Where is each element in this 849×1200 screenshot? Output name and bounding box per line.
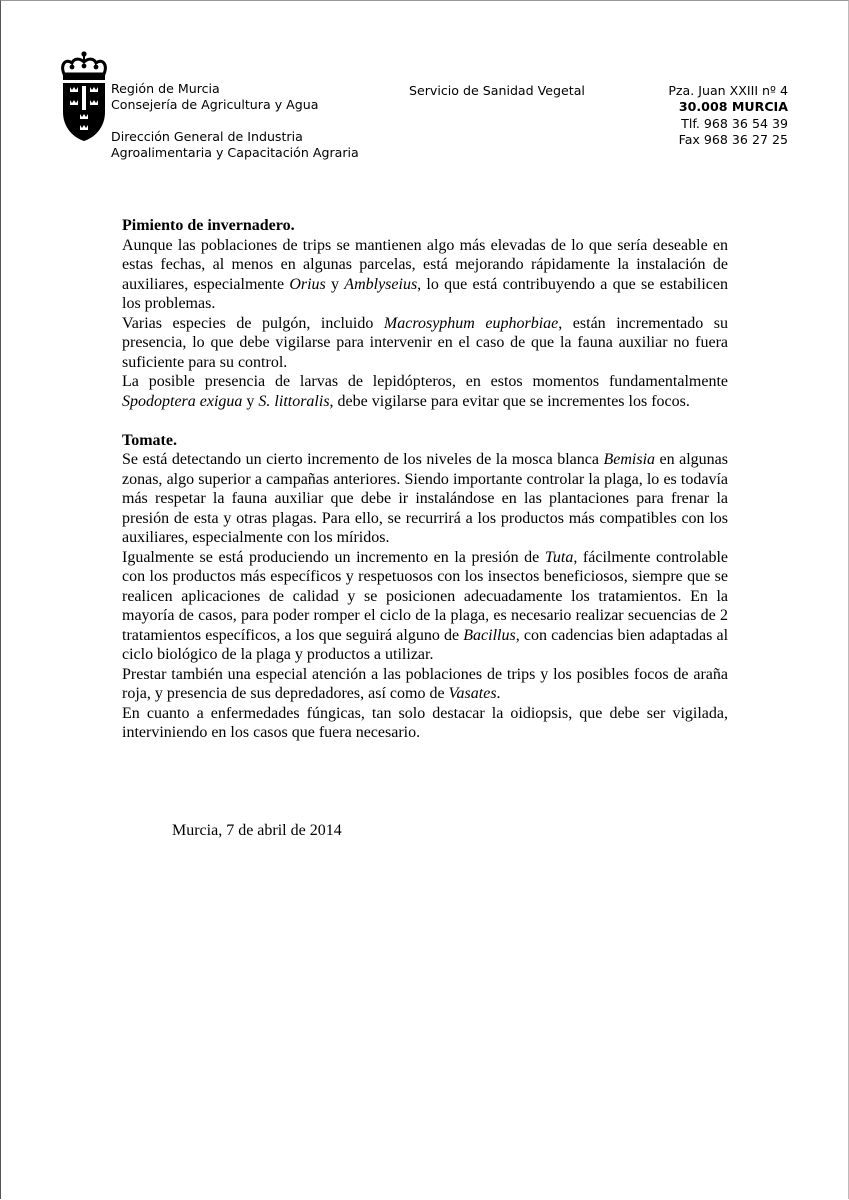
document-body — [122, 216, 728, 743]
header-region: Región de Murcia — [111, 81, 220, 96]
paragraph-tomate-mosca-blanca: Se está detectando un cierto incremento de los niveles de la mosca blanca Bemisia en algunas zonas, algo superior a campañas anteriores. Siendo importante controlar la plaga, lo es todavía más respetar la fauna auxiliar que debe ir instalándose en las plantaciones para frenar la presión de esta y otras plagas. Para ello, se recurrirá a los productos más compatibles con los auxiliares, especialmente con los míridos. — [122, 451, 728, 546]
header-directorate-1: Dirección General de Industria — [111, 128, 303, 144]
header-contact — [668, 83, 788, 149]
header-city: 30.008 MURCIA — [678, 99, 788, 115]
region-murcia-crest-logo — [58, 50, 110, 142]
paragraph-tomate-fungicas: En cuanto a enfermedades fúngicas, tan solo destacar la oidiopsis, que debe ser vigilada, interviniendo en los casos que fuera necesario. — [122, 704, 728, 741]
header-service: Servicio de Sanidad Vegetal — [409, 83, 585, 98]
header-directorate-2: Agroalimentaria y Capacitación Agraria — [111, 145, 359, 161]
header-phone: Tlf. 968 36 54 39 — [681, 115, 788, 131]
header-ministry: Consejería de Agricultura y Agua — [111, 97, 319, 113]
section-heading-pimiento: Pimiento de invernadero. — [122, 217, 295, 234]
header-address: Pza. Juan XXIII nº 4 — [668, 83, 788, 98]
section-heading-tomate: Tomate. — [122, 431, 177, 449]
paragraph-pimiento-pulgon: Varias especies de pulgón, incluido Macrosyphum euphorbiae, están incrementado su presencia, lo que debe vigilarse para intervenir en el caso de que la fauna auxiliar no fuera suficiente para su control. — [122, 314, 729, 371]
paragraph-tomate-trips-arana: Prestar también una especial atención a las poblaciones de trips y los posibles focos de araña roja, y presencia de sus depredadores, así como de Vasates. — [122, 665, 728, 702]
paragraph-tomate-tuta: Igualmente se está produciendo un incremento en la presión de Tuta, fácilmente controlable con los productos más específicos y respetuosos con los insectos beneficiosos, siempre que se realicen aplicaciones de calidad y se posicionen adecuadamente los tratamientos. En la mayoría de casos, para poder romper el ciclo de la plaga, es necesario realizar secuencias de 2 tratamientos específicos, a los que seguirá alguno de Bacillus, con cadencias bien adaptadas al ciclo biológico de la plaga y productos a utilizar. — [122, 548, 729, 663]
header-department — [111, 81, 359, 162]
paragraph-pimiento-trips: Aunque las poblaciones de trips se mantienen algo más elevadas de lo que sería deseable en estas fechas, al menos en algunas parcelas, está mejorando rápidamente la instalación de auxiliares, especialmente Orius y Amblyseius, lo que está contribuyendo a que se estabilicen los problemas. — [122, 236, 729, 312]
signature-place-date: Murcia, 7 de abril de 2014 — [172, 822, 342, 839]
paragraph-pimiento-lepidopteros: La posible presencia de larvas de lepidópteros, en estos momentos fundamentalmente Spodoptera exigua y S. littoralis, debe vigilarse para evitar que se incrementes los focos. — [122, 373, 728, 410]
header-fax: Fax 968 36 27 25 — [678, 132, 788, 148]
